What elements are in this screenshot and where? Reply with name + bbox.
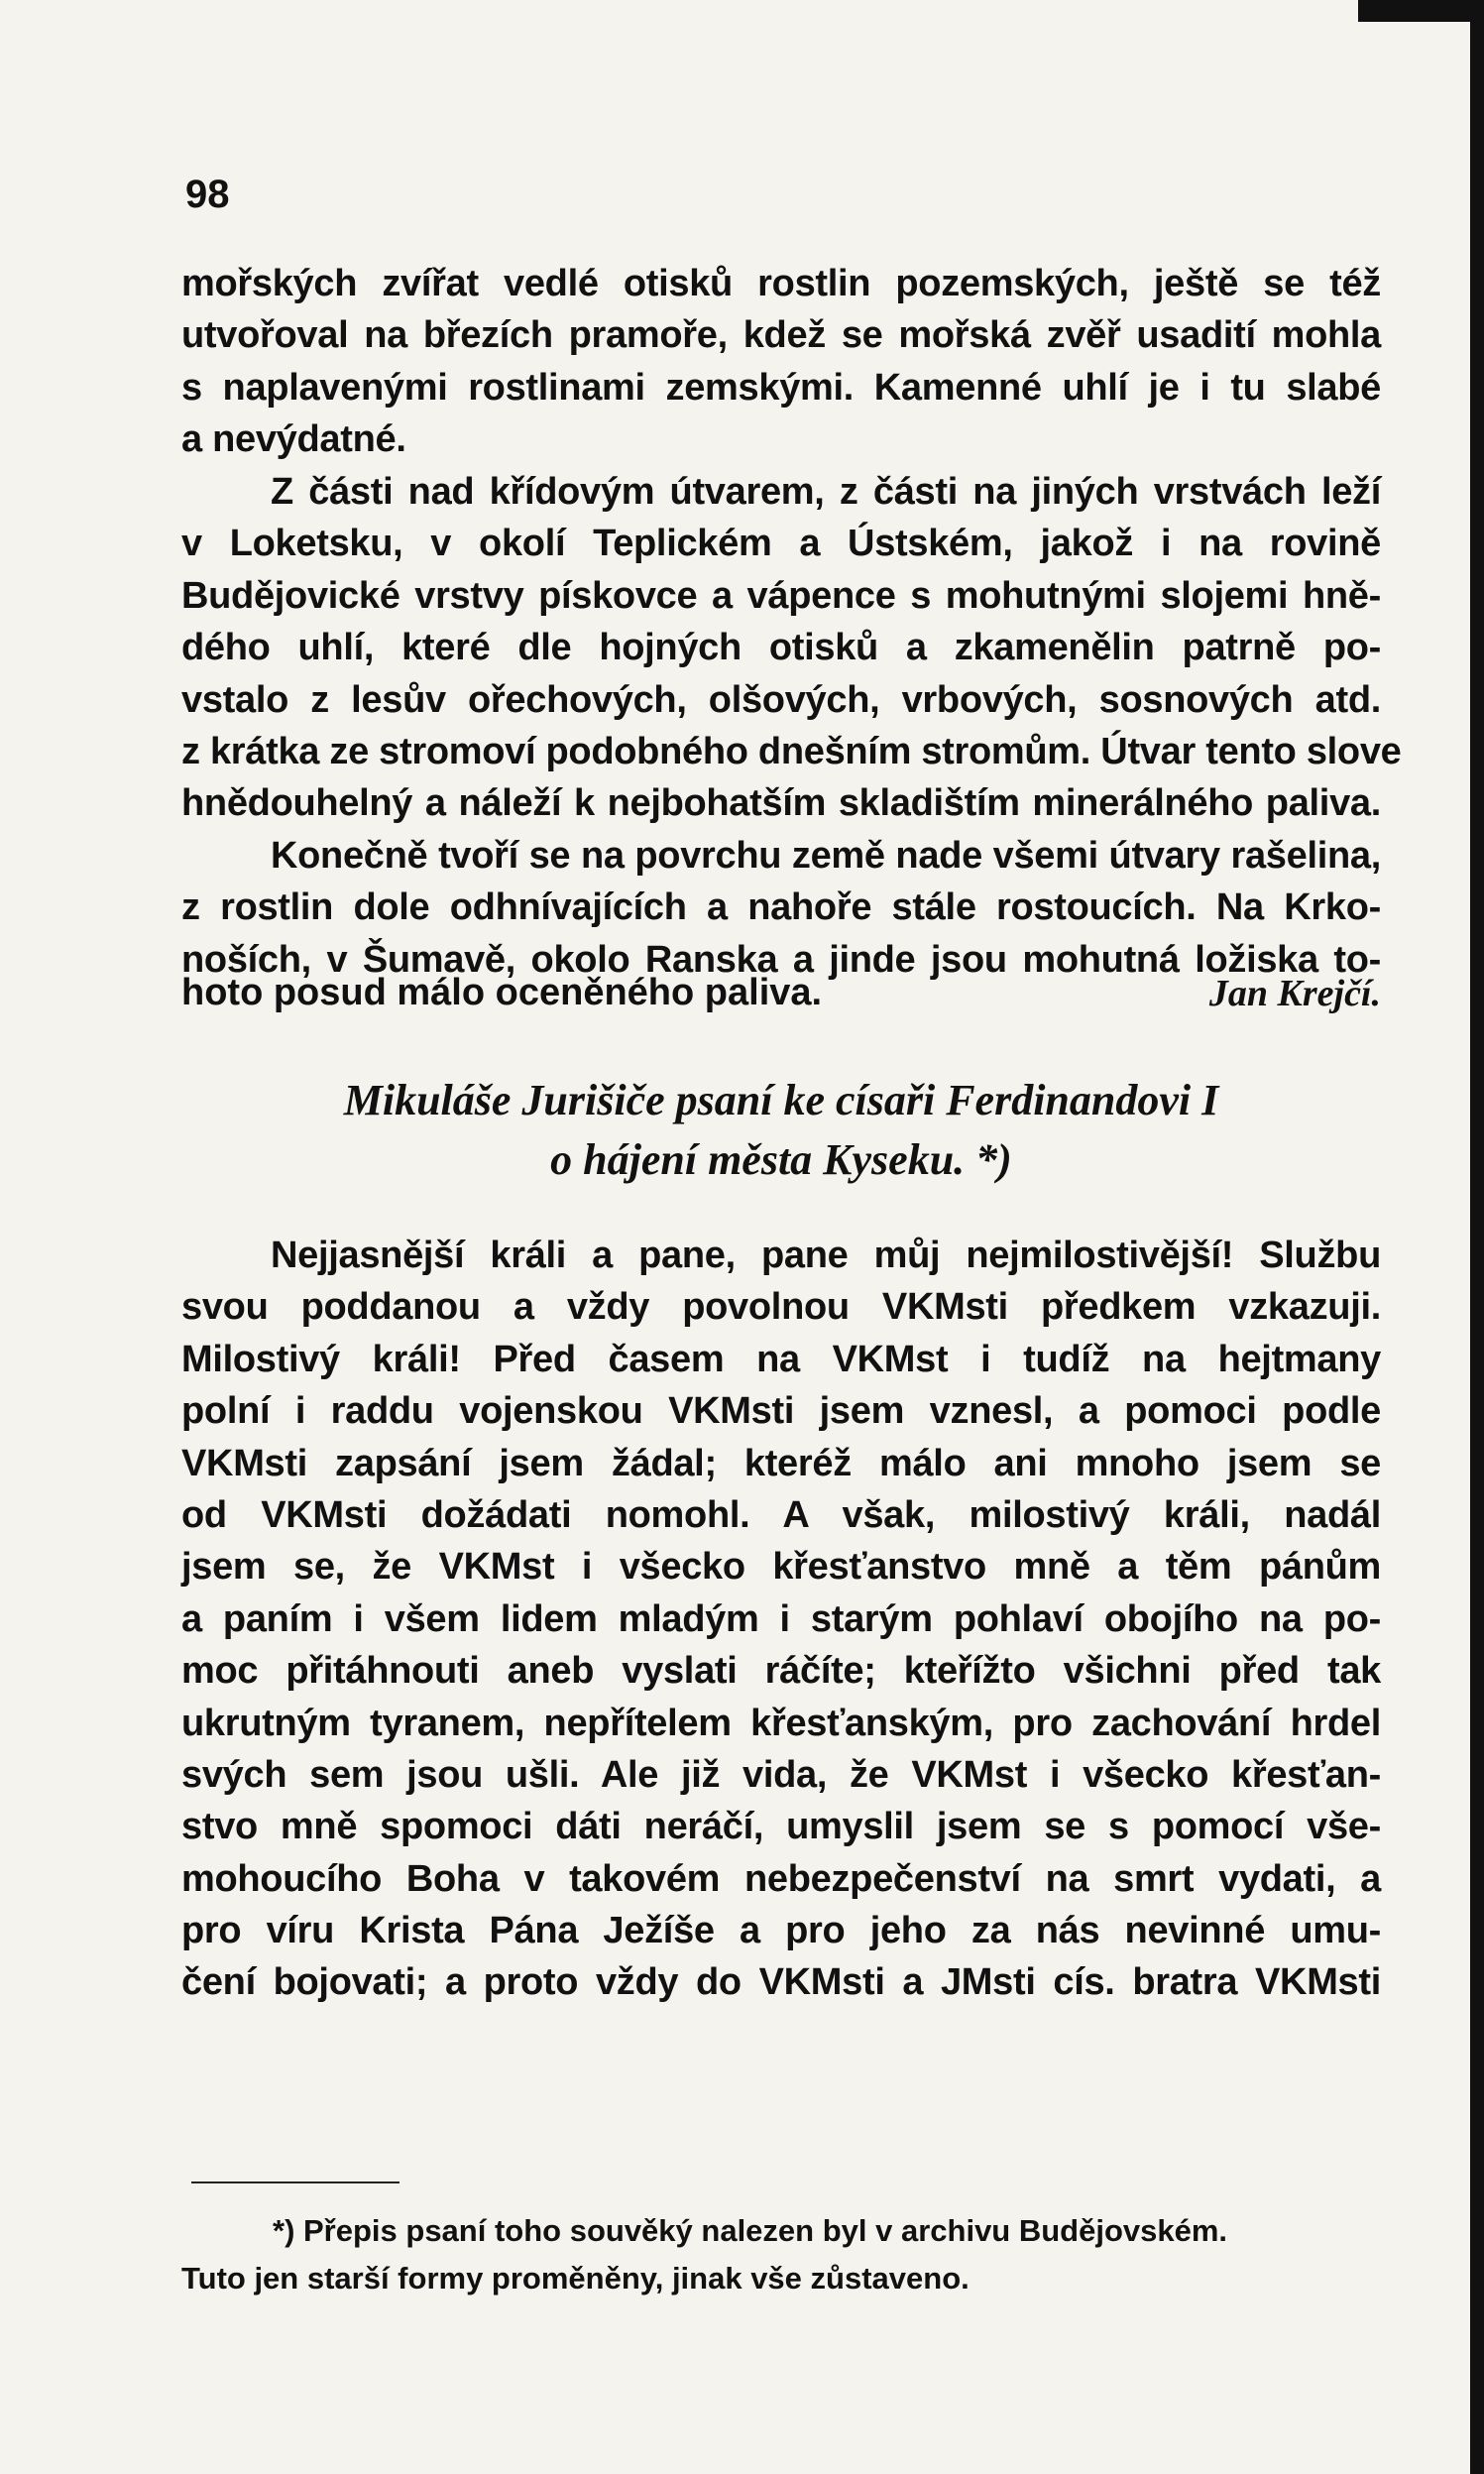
article-end-line [181,972,1381,1023]
author-signature: Jan Krejčí. [1208,973,1381,1014]
text-line: čení bojovati; a proto vždy do VKMsti a JMsti cís. bratra VKMsti [181,1961,1381,2004]
title-line-2: o hájení města Kyseku. *) [550,1135,1012,1184]
text-line: od VKMsti dožádati nomohl. A však, milostivý králi, nadál [181,1493,1381,1536]
text-line: utvořoval na březích pramoře, kdež se mořská zvěř usadití mohla [181,314,1381,357]
text-line: stvo mně spomoci dáti neráčí, umyslil jsem se s pomocí vše- [181,1806,1381,1848]
footnote [181,2207,1381,2302]
text-line: VKMsti zapsání jsem žádal; kteréž málo ani mnoho jsem se [181,1442,1381,1484]
page-number: 98 [185,173,230,216]
text-line: v Loketsku, v okolí Teplickém a Ústském, jakož i na rovině [181,523,1381,565]
text-line: noších, v Šumavě, okolo Ranska a jinde jsou mohutná ložiska to- [181,938,1381,981]
footnote-line: Tuto jen starší formy proměněny, jinak vše zůstaveno. [181,2261,970,2296]
text-line: a paním i všem lidem mladým i starým pohlaví obojího na po- [181,1597,1381,1640]
text-line: z krátka ze stromoví podobného dnešním stromům. Útvar tento slove [181,730,1402,772]
letter-paragraph [181,1230,1381,2009]
scan-border-top [1358,0,1484,22]
text-line: s naplavenými rostlinami zemskými. Kamenné uhlí je i tu slabé [181,366,1381,409]
text-line: mořských zvířat vedlé otisků rostlin pozemských, ještě se též [181,263,1381,304]
text-line: Budějovické vrstvy pískovce a vápence s mohutnými slojemi hně- [181,574,1381,617]
article-title [181,1071,1381,1190]
text-line: vstalo z lesův ořechových, olšových, vrbových, sosnových atd. [181,678,1381,721]
text-line: svých sem jsou ušli. Ale již vida, že VKMst i všecko křesťan- [181,1753,1381,1796]
text-line: hnědouhelný a náleží k nejbohatším skladištím minerálného paliva. [181,782,1381,825]
text-line: mohoucího Boha v takovém nebezpečenství na smrt vydati, a [181,1857,1381,1900]
text-line: Konečně tvoří se na povrchu země nade všemi útvary rašelina, [271,835,1381,877]
text-line: ukrutným tyranem, nepřítelem křesťanským, pro zachování hrdel [181,1702,1381,1744]
text-line: jsem se, že VKMst i všecko křesťanstvo mně a těm pánům [181,1546,1381,1589]
text-line: moc přitáhnouti aneb vyslati ráčíte; kteřížto všichni před tak [181,1650,1381,1693]
text-line: polní i raddu vojenskou VKMsti jsem vznesl, a pomoci podle [181,1390,1381,1433]
footnote-divider [191,2181,400,2183]
text-line: pro víru Krista Pána Ježíše a pro jeho za nás nevinné umu- [181,1910,1381,1952]
text-line: hoto posud málo oceněného paliva. [181,972,823,1013]
scan-border-right [1470,0,1484,2474]
footnote-line: *) Přepis psaní toho souvěký nalezen byl v archivu Budějovském. [273,2213,1228,2248]
paragraph-peat [181,830,1381,986]
text-line: Z části nad křídovým útvarem, z části na jiných vrstvách leží [271,471,1381,513]
paragraph-lignite [181,466,1402,830]
text-line: Milostivý králi! Před časem na VKMst i tudíž na hejtmany [181,1338,1381,1380]
title-line-1: Mikuláše Jurišiče psaní ke císaři Ferdinandovi I [343,1076,1219,1124]
text-line: dého uhlí, které dle hojných otisků a zkamenělin patrně po- [181,627,1381,669]
continuation-paragraph [181,258,1381,466]
text-line: z rostlin dole odhnívajících a nahoře stále rostoucích. Na Krko- [181,886,1381,929]
text-line: svou poddanou a vždy povolnou VKMsti předkem vzkazuji. [181,1286,1381,1329]
text-line: Nejjasnější králi a pane, pane můj nejmilostivější! Službu [271,1235,1381,1276]
text-line: a nevýdatné. [181,418,406,461]
